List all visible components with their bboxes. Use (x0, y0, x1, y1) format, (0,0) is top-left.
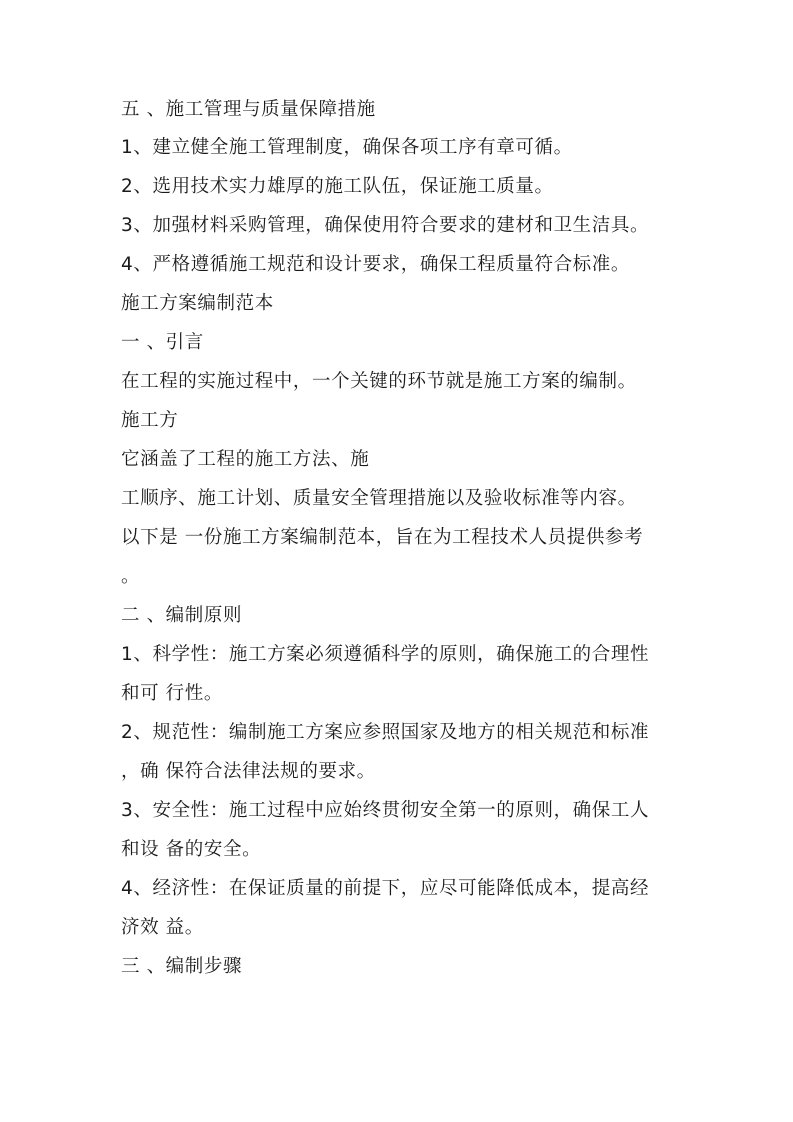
section-heading-3: 三 、编制步骤 (121, 956, 243, 977)
paragraph-line: 在工程的实施过程中，一个关键的环节就是施工方案的编制。 (121, 371, 637, 392)
paragraph-line: 。 (121, 566, 141, 587)
list-item: 2、规范性：编制施工方案应参照国家及地方的相关规范和标准 (121, 722, 650, 743)
paragraph-line: 施工方 (121, 410, 179, 431)
section-heading-2: 二 、编制原则 (121, 605, 243, 626)
list-item-continuation: 和设 备的安全。 (121, 839, 262, 860)
section-heading-1: 一 、引言 (121, 332, 204, 353)
document-title: 施工方案编制范本 (121, 293, 274, 314)
paragraph-line: 它涵盖了工程的施工方法、施 (121, 449, 370, 470)
list-item-continuation: 济效 益。 (121, 917, 204, 938)
list-item: 1、建立健全施工管理制度，确保各项工序有章可循。 (121, 137, 573, 158)
list-item: 3、安全性：施工过程中应始终贯彻安全第一的原则，确保工人 (121, 800, 650, 821)
section-heading-5: 五 、施工管理与质量保障措施 (121, 99, 376, 120)
list-item-continuation: ，确 保符合法律法规的要求。 (121, 761, 376, 782)
list-item: 1、科学性：施工方案必须遵循科学的原则，确保施工的合理性 (121, 644, 650, 665)
paragraph-line: 工顺序、施工计划、质量安全管理措施以及验收标准等内容。 (121, 488, 637, 509)
list-item: 4、经济性：在保证质量的前提下，应尽可能降低成本，提高经 (121, 878, 650, 899)
list-item: 4、严格遵循施工规范和设计要求，确保工程质量符合标准。 (121, 254, 630, 275)
list-item: 2、选用技术实力雄厚的施工队伍，保证施工质量。 (121, 176, 554, 197)
list-item: 3、加强材料采购管理，确保使用符合要求的建材和卫生洁具。 (121, 215, 650, 236)
list-item-continuation: 和可 行性。 (121, 683, 223, 704)
paragraph-line: 以下是 一份施工方案编制范本，旨在为工程技术人员提供参考 (121, 527, 644, 548)
